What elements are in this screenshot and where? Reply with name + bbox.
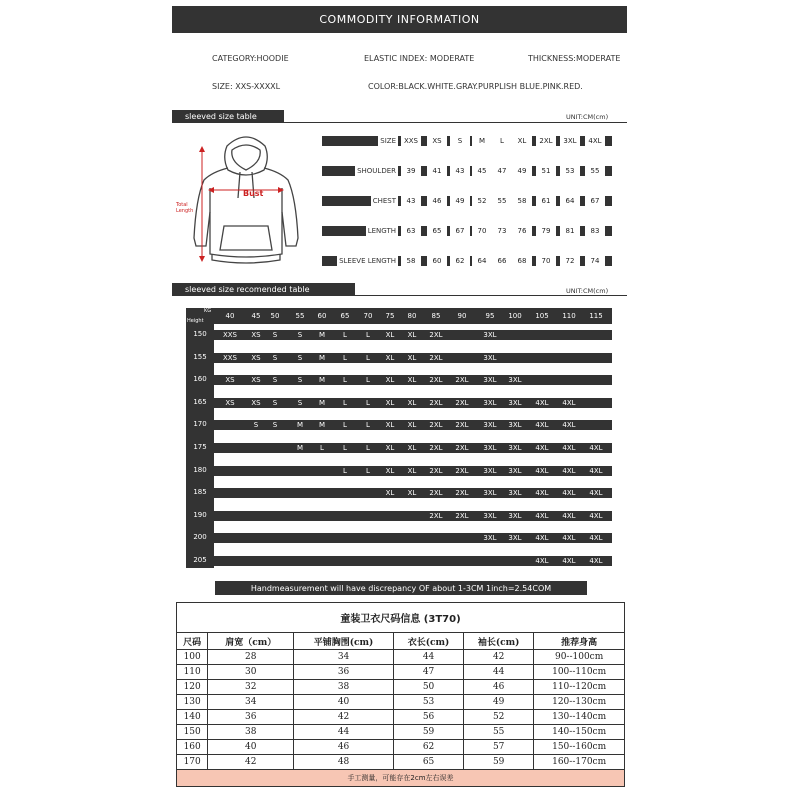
kids-cell: 59: [464, 755, 534, 770]
rec-cell: XXS: [222, 354, 238, 362]
rec-cell: XL: [407, 399, 417, 407]
size-cell: 41: [427, 166, 447, 176]
rec-cell: 3XL: [483, 354, 497, 362]
height-value: 175: [193, 443, 207, 451]
rec-cell: 4XL: [535, 512, 549, 520]
kids-cell: 100--110cm: [534, 665, 625, 680]
rec-cell: 4XL: [562, 489, 576, 497]
kids-cell: 110--120cm: [534, 680, 625, 695]
size-cell: XS: [427, 136, 447, 146]
kg-value: 50: [270, 312, 280, 320]
rec-cell: 3XL: [483, 421, 497, 429]
size-cell: 67: [450, 226, 470, 236]
size-cell: 55: [492, 196, 512, 206]
kids-cell: 28: [208, 650, 294, 665]
kids-header-cell: 平铺胸围(cm): [294, 633, 394, 650]
rec-cell: 3XL: [483, 444, 497, 452]
kids-cell: 170: [177, 755, 208, 770]
rec-cell: 4XL: [562, 421, 576, 429]
rec-cell: 4XL: [535, 489, 549, 497]
rec-cell: 4XL: [589, 534, 603, 542]
kids-cell: 65: [393, 755, 463, 770]
rec-cell: 2XL: [455, 421, 469, 429]
commodity-info-banner: COMMODITY INFORMATION: [172, 6, 627, 33]
kids-cell: 48: [294, 755, 394, 770]
rec-cell: 4XL: [589, 467, 603, 475]
rec-cell: S: [272, 399, 278, 407]
rec-cell: 2XL: [429, 399, 443, 407]
rec-cell: 4XL: [562, 444, 576, 452]
size-cell: 39: [401, 166, 421, 176]
size-table-unit: UNIT:CM(cm): [566, 113, 609, 121]
kids-table-row: [177, 680, 625, 695]
kg-value: 105: [535, 312, 549, 320]
rec-cell: 3XL: [508, 376, 522, 384]
height-value: 185: [193, 488, 207, 496]
rec-cell: L: [343, 376, 347, 384]
kids-cell: 52: [464, 710, 534, 725]
rec-cell: L: [343, 421, 347, 429]
kids-cell: 55: [464, 725, 534, 740]
kids-cell: 36: [208, 710, 294, 725]
rec-cell: XL: [407, 421, 417, 429]
size-cell: L: [492, 136, 512, 146]
kids-cell: 42: [464, 650, 534, 665]
kg-value: 95: [485, 312, 495, 320]
size-cell: 49: [450, 196, 470, 206]
rec-cell: L: [343, 331, 347, 339]
size-cell: 58: [512, 196, 532, 206]
kg-value: 110: [562, 312, 576, 320]
rec-cell: XS: [225, 376, 235, 384]
size-info: SIZE: XXS-XXXXL: [212, 82, 281, 91]
kg-value: 75: [385, 312, 395, 320]
rec-cell: XL: [407, 444, 417, 452]
kids-cell: 160--170cm: [534, 755, 625, 770]
height-value: 165: [193, 398, 207, 406]
rec-cell: M: [318, 376, 326, 384]
size-cell: 46: [427, 196, 447, 206]
rec-cell: 4XL: [562, 534, 576, 542]
kids-cell: 32: [208, 680, 294, 695]
kg-value: 70: [363, 312, 373, 320]
rec-cell: S: [297, 376, 303, 384]
kids-header-cell: 肩宽（cm）: [208, 633, 294, 650]
rec-cell: L: [366, 467, 370, 475]
kids-cell: 110: [177, 665, 208, 680]
rec-cell: XL: [407, 354, 417, 362]
rec-cell: 3XL: [508, 489, 522, 497]
size-cell: 74: [585, 256, 605, 266]
size-cell: 68: [512, 256, 532, 266]
size-cell: 49: [512, 166, 532, 176]
size-cell: 64: [560, 196, 580, 206]
kids-table-row: [177, 755, 625, 770]
kg-value: 65: [340, 312, 350, 320]
height-value: 155: [193, 353, 207, 361]
kids-table-row: [177, 725, 625, 740]
height-label: Height: [187, 318, 204, 324]
kg-label: KG: [204, 308, 212, 314]
rec-cell: 2XL: [429, 421, 443, 429]
kids-cell: 120--130cm: [534, 695, 625, 710]
rec-cell: 2XL: [429, 331, 443, 339]
kids-cell: 46: [294, 740, 394, 755]
rec-cell: 3XL: [483, 467, 497, 475]
size-row-label: SHOULDER: [357, 167, 396, 175]
size-cell: 63: [401, 226, 421, 236]
kids-cell: 130: [177, 695, 208, 710]
rec-cell: L: [366, 444, 370, 452]
kids-cell: 140: [177, 710, 208, 725]
rec-cell: L: [343, 399, 347, 407]
rec-cell: XL: [407, 331, 417, 339]
kids-cell: 42: [208, 755, 294, 770]
kg-value: 40: [225, 312, 235, 320]
size-cell: 55: [585, 166, 605, 176]
size-cell: 3XL: [560, 136, 580, 146]
rec-cell: XL: [407, 467, 417, 475]
rec-cell: S: [272, 376, 278, 384]
rec-cell: S: [297, 354, 303, 362]
kids-cell: 44: [294, 725, 394, 740]
size-cell: 66: [492, 256, 512, 266]
kids-cell: 30: [208, 665, 294, 680]
rec-cell: 2XL: [429, 444, 443, 452]
kids-cell: 44: [393, 650, 463, 665]
kids-cell: 150: [177, 725, 208, 740]
rec-cell: M: [318, 354, 326, 362]
size-cell: 43: [401, 196, 421, 206]
rec-cell: 4XL: [535, 399, 549, 407]
rec-cell: XL: [385, 354, 395, 362]
category-info: CATEGORY:HOODIE: [212, 54, 289, 63]
rec-cell: 3XL: [508, 444, 522, 452]
rec-cell: 3XL: [483, 331, 497, 339]
kids-cell: 56: [393, 710, 463, 725]
size-cell: M: [472, 136, 492, 146]
height-value: 205: [193, 556, 207, 564]
size-cell: 83: [585, 226, 605, 236]
kids-table-row: [177, 650, 625, 665]
size-table-title: sleeved size table: [172, 110, 284, 123]
rec-cell: XL: [385, 444, 395, 452]
rec-cell: 4XL: [535, 421, 549, 429]
kids-cell: 47: [393, 665, 463, 680]
size-cell: 43: [450, 166, 470, 176]
kg-value: 60: [317, 312, 327, 320]
size-cell: 52: [472, 196, 492, 206]
rec-cell: 3XL: [508, 512, 522, 520]
kids-cell: 36: [294, 665, 394, 680]
kids-cell: 44: [464, 665, 534, 680]
kids-table-row: [177, 710, 625, 725]
rec-cell: 4XL: [589, 512, 603, 520]
rec-cell: L: [366, 376, 370, 384]
size-cell: 58: [401, 256, 421, 266]
rec-cell: M: [296, 421, 304, 429]
rec-cell: 3XL: [483, 376, 497, 384]
elastic-info: ELASTIC INDEX: MODERATE: [364, 54, 475, 63]
rec-cell: 4XL: [589, 489, 603, 497]
size-cell: 51: [536, 166, 556, 176]
kids-cell: 34: [294, 650, 394, 665]
size-cell: 2XL: [536, 136, 556, 146]
rec-cell: S: [253, 421, 259, 429]
rec-cell: 2XL: [455, 444, 469, 452]
size-cell: 47: [492, 166, 512, 176]
kg-value: 80: [407, 312, 417, 320]
rec-cell: 4XL: [562, 512, 576, 520]
kids-table-row: [177, 665, 625, 680]
bust-label: Bust: [243, 189, 264, 198]
kg-value: 90: [457, 312, 467, 320]
size-cell: 65: [427, 226, 447, 236]
size-cell: 61: [536, 196, 556, 206]
kids-table-row: [177, 695, 625, 710]
kids-table-title: 童装卫衣尺码信息 (3T70): [177, 603, 625, 633]
rec-cell: 2XL: [429, 512, 443, 520]
rec-cell: XL: [407, 489, 417, 497]
rec-cell: M: [318, 399, 326, 407]
height-value: 150: [193, 330, 207, 338]
rec-cell: 3XL: [483, 512, 497, 520]
rec-cell: XS: [251, 331, 261, 339]
rec-cell: 3XL: [508, 467, 522, 475]
kids-cell: 100: [177, 650, 208, 665]
rec-cell: S: [297, 399, 303, 407]
size-cell: 62: [450, 256, 470, 266]
size-row-label: SIZE: [380, 137, 396, 145]
rec-table-title: sleeved size recomended table: [172, 283, 355, 296]
kg-value: 55: [295, 312, 305, 320]
rec-cell: 2XL: [455, 489, 469, 497]
rec-cell: XL: [385, 489, 395, 497]
rec-cell: XXS: [222, 331, 238, 339]
size-cell: XL: [512, 136, 532, 146]
size-cell: 81: [560, 226, 580, 236]
total-length-label: Total Length: [176, 202, 194, 214]
kids-cell: 34: [208, 695, 294, 710]
size-row-label: LENGTH: [367, 227, 396, 235]
kids-header-cell: 尺码: [177, 633, 208, 650]
kids-cell: 42: [294, 710, 394, 725]
rec-cell: 2XL: [455, 512, 469, 520]
rec-cell: L: [343, 444, 347, 452]
size-cell: 70: [536, 256, 556, 266]
rec-cell: 2XL: [429, 489, 443, 497]
rec-table-unit: UNIT:CM(cm): [566, 287, 609, 295]
rec-cell: M: [318, 421, 326, 429]
hoodie-diagram: [172, 128, 320, 274]
size-row-label: CHEST: [372, 197, 396, 205]
rec-cell: 3XL: [483, 534, 497, 542]
rec-cell: M: [296, 444, 304, 452]
kids-table-note: 手工测量，可能存在2cm左右误差: [177, 770, 625, 787]
kids-cell: 38: [208, 725, 294, 740]
rec-cell: L: [343, 354, 347, 362]
color-info: COLOR:BLACK.WHITE.GRAY.PURPLISH BLUE.PINK.RED.: [368, 82, 583, 91]
size-cell: 70: [472, 226, 492, 236]
height-value: 170: [193, 420, 207, 428]
kids-cell: 120: [177, 680, 208, 695]
kids-cell: 150--160cm: [534, 740, 625, 755]
size-cell: 79: [536, 226, 556, 236]
rec-cell: XL: [385, 376, 395, 384]
rec-cell: XS: [251, 399, 261, 407]
rec-cell: 2XL: [429, 467, 443, 475]
rec-cell: 2XL: [455, 399, 469, 407]
rec-cell: L: [320, 444, 324, 452]
section-divider: [284, 122, 627, 123]
kids-cell: 90--100cm: [534, 650, 625, 665]
kids-size-table: [176, 602, 625, 787]
rec-cell: 4XL: [562, 467, 576, 475]
kids-header-cell: 衣长(cm): [393, 633, 463, 650]
kids-header-cell: 推荐身高: [534, 633, 625, 650]
rec-cell: XS: [225, 399, 235, 407]
kids-cell: 57: [464, 740, 534, 755]
size-cell: 60: [427, 256, 447, 266]
size-cell: 73: [492, 226, 512, 236]
rec-cell: S: [297, 331, 303, 339]
kids-cell: 46: [464, 680, 534, 695]
kids-cell: 62: [393, 740, 463, 755]
kids-cell: 49: [464, 695, 534, 710]
size-cell: 76: [512, 226, 532, 236]
kids-cell: 160: [177, 740, 208, 755]
rec-cell: 4XL: [535, 534, 549, 542]
rec-cell: L: [343, 467, 347, 475]
rec-cell: 4XL: [562, 399, 576, 407]
rec-cell: XS: [251, 376, 261, 384]
rec-cell: 3XL: [508, 421, 522, 429]
kids-cell: 40: [208, 740, 294, 755]
rec-cell: 4XL: [535, 467, 549, 475]
rec-cell: 4XL: [562, 557, 576, 565]
rec-cell: L: [366, 331, 370, 339]
kg-value: 100: [508, 312, 522, 320]
kids-cell: 53: [393, 695, 463, 710]
kids-cell: 140--150cm: [534, 725, 625, 740]
rec-cell: S: [272, 421, 278, 429]
rec-cell: XL: [385, 331, 395, 339]
rec-cell: XL: [407, 376, 417, 384]
kids-cell: 59: [393, 725, 463, 740]
discrepancy-note: Handmeasurement will have discrepancy OF about 1-3CM 1inch=2.54COM: [215, 581, 587, 595]
height-value: 190: [193, 511, 207, 519]
kids-cell: 130--140cm: [534, 710, 625, 725]
rec-cell: 2XL: [429, 354, 443, 362]
height-value: 160: [193, 375, 207, 383]
size-cell: 67: [585, 196, 605, 206]
kids-cell: 50: [393, 680, 463, 695]
height-value: 180: [193, 466, 207, 474]
size-row-label: SLEEVE LENGTH: [339, 257, 396, 265]
size-cell: 53: [560, 166, 580, 176]
rec-cell: L: [366, 421, 370, 429]
rec-cell: 2XL: [455, 376, 469, 384]
kids-cell: 38: [294, 680, 394, 695]
kg-value: 115: [589, 312, 603, 320]
size-cell: XXS: [401, 136, 421, 146]
rec-cell: 4XL: [589, 557, 603, 565]
rec-cell: XS: [251, 354, 261, 362]
rec-cell: S: [272, 331, 278, 339]
rec-cell: 3XL: [508, 534, 522, 542]
rec-cell: 2XL: [455, 467, 469, 475]
rec-cell: 4XL: [589, 444, 603, 452]
section-divider: [355, 295, 627, 296]
height-value: 200: [193, 533, 207, 541]
kids-header-cell: 袖长(cm): [464, 633, 534, 650]
rec-cell: XL: [385, 421, 395, 429]
size-cell: 72: [560, 256, 580, 266]
size-cell: S: [450, 136, 470, 146]
rec-cell: XL: [385, 467, 395, 475]
rec-cell: 4XL: [535, 444, 549, 452]
rec-cell: 3XL: [508, 399, 522, 407]
rec-cell: 3XL: [483, 489, 497, 497]
thickness-info: THICKNESS:MODERATE: [528, 54, 621, 63]
kids-table-row: [177, 740, 625, 755]
kg-value: 45: [251, 312, 261, 320]
rec-cell: 3XL: [483, 399, 497, 407]
rec-cell: L: [366, 399, 370, 407]
rec-cell: 2XL: [429, 376, 443, 384]
size-cell: 45: [472, 166, 492, 176]
rec-cell: XL: [385, 399, 395, 407]
kids-cell: 40: [294, 695, 394, 710]
size-cell: 64: [472, 256, 492, 266]
rec-cell: S: [272, 354, 278, 362]
rec-cell: 4XL: [535, 557, 549, 565]
size-cell: 4XL: [585, 136, 605, 146]
rec-cell: M: [318, 331, 326, 339]
kg-value: 85: [431, 312, 441, 320]
rec-cell: L: [366, 354, 370, 362]
